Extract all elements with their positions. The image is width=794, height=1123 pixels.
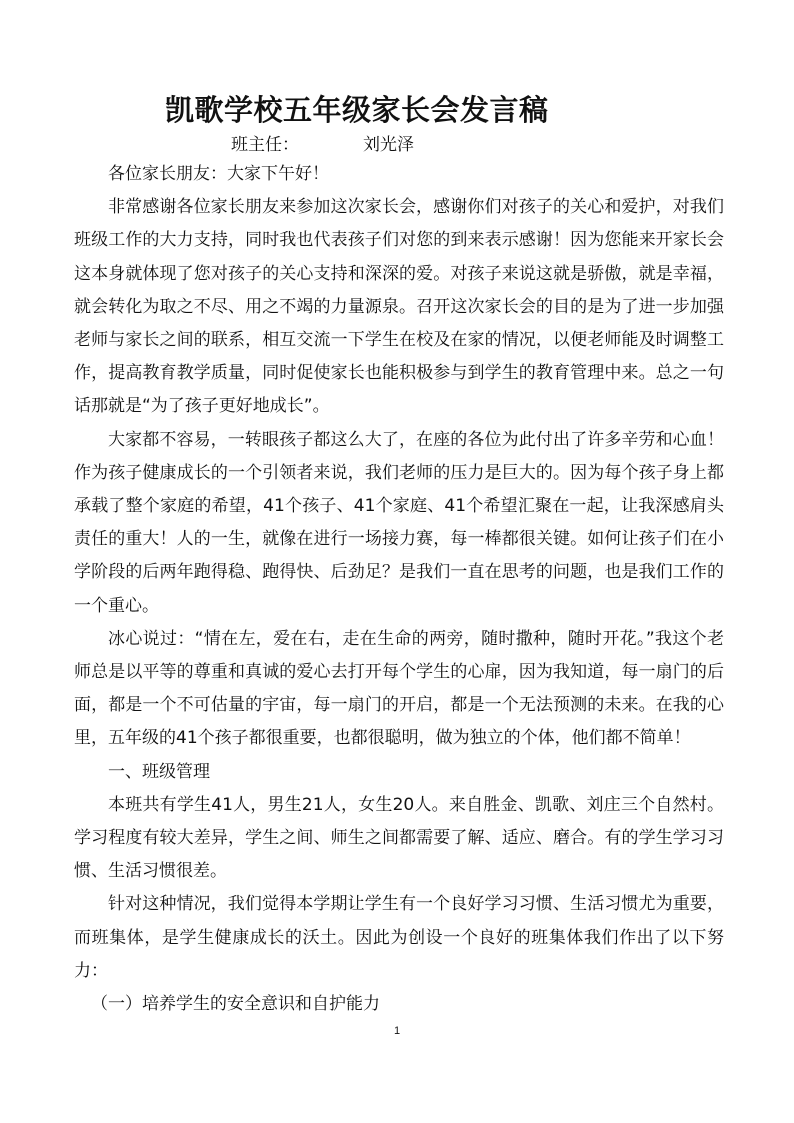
byline-name: 刘光泽: [363, 135, 414, 155]
subsection-heading: （一）培养学生的安全意识和自护能力: [91, 994, 380, 1015]
page-number: 1: [393, 1025, 401, 1037]
document-title: 凯歌学校五年级家长会发言稿: [165, 93, 549, 127]
body-paragraph: 大家都不容易，一转眼孩子都这么大了，在座的各位为此付出了许多辛劳和心血！作为孩子健康成长的一个引领者来说，我们老师的压力是巨大的。因为每个孩子身上都承载了整个家庭的希望，41个孩子、41个家庭、41个希望汇聚在一起，让我深感肩头责任的重大！人的一生，就像在进行一场接力赛，每一棒都很关键。如何让孩子们在小学阶段的后两年跑得稳、跑得快、后劲足？是我们一直在思考的问题，也是我们工作的一个重心。: [74, 429, 724, 616]
body-paragraph: 本班共有学生41人，男生21人，女生20人。来自胜金、凯歌、刘庄三个自然村。学习程度有较大差异，学生之间、师生之间都需要了解、适应、磨合。有的学生学习习惯、生活习惯很差。: [74, 794, 724, 882]
byline: [231, 131, 414, 159]
section-heading: 一、班级管理: [108, 761, 210, 782]
body-text: [74, 158, 724, 1021]
salutation-paragraph: 各位家长朋友：大家下午好！: [108, 164, 329, 184]
body-paragraph: 非常感谢各位家长朋友来参加这次家长会，感谢你们对孩子的关心和爱护，对我们班级工作的大力支持，同时我也代表孩子们对您的到来表示感谢！因为您能来开家长会这本身就体现了您对孩子的关心支持和深深的爱。对孩子来说这就是骄傲，就是幸福，就会转化为取之不尽、用之不竭的力量源泉。召开这次家长会的目的是为了进一步加强老师与家长之间的联系，相互交流一下学生在校及在家的情况，以便老师能及时调整工作，提高教育教学质量，同时促使家长也能积极参与到学生的教育管理中来。总之一句话那就是“为了孩子更好地成长”。: [74, 197, 724, 417]
body-paragraph: 冰心说过：“情在左，爱在右，走在生命的两旁，随时撒种，随时开花。”我这个老师总是以平等的尊重和真诚的爱心去打开每个学生的心扉，因为我知道，每一扇门的后面，都是一个不可估量的宇宙，每一扇门的开启，都是一个无法预测的未来。在我的心里，五年级的41个孩子都很重要，也都很聪明，做为独立的个体，他们都不简单！: [74, 628, 724, 749]
body-paragraph: 针对这种情况，我们觉得本学期让学生有一个良好学习习惯、生活习惯尤为重要，而班集体，是学生健康成长的沃土。因此为创设一个良好的班集体我们作出了以下努力：: [74, 894, 724, 981]
byline-label: 班主任：: [231, 135, 299, 155]
